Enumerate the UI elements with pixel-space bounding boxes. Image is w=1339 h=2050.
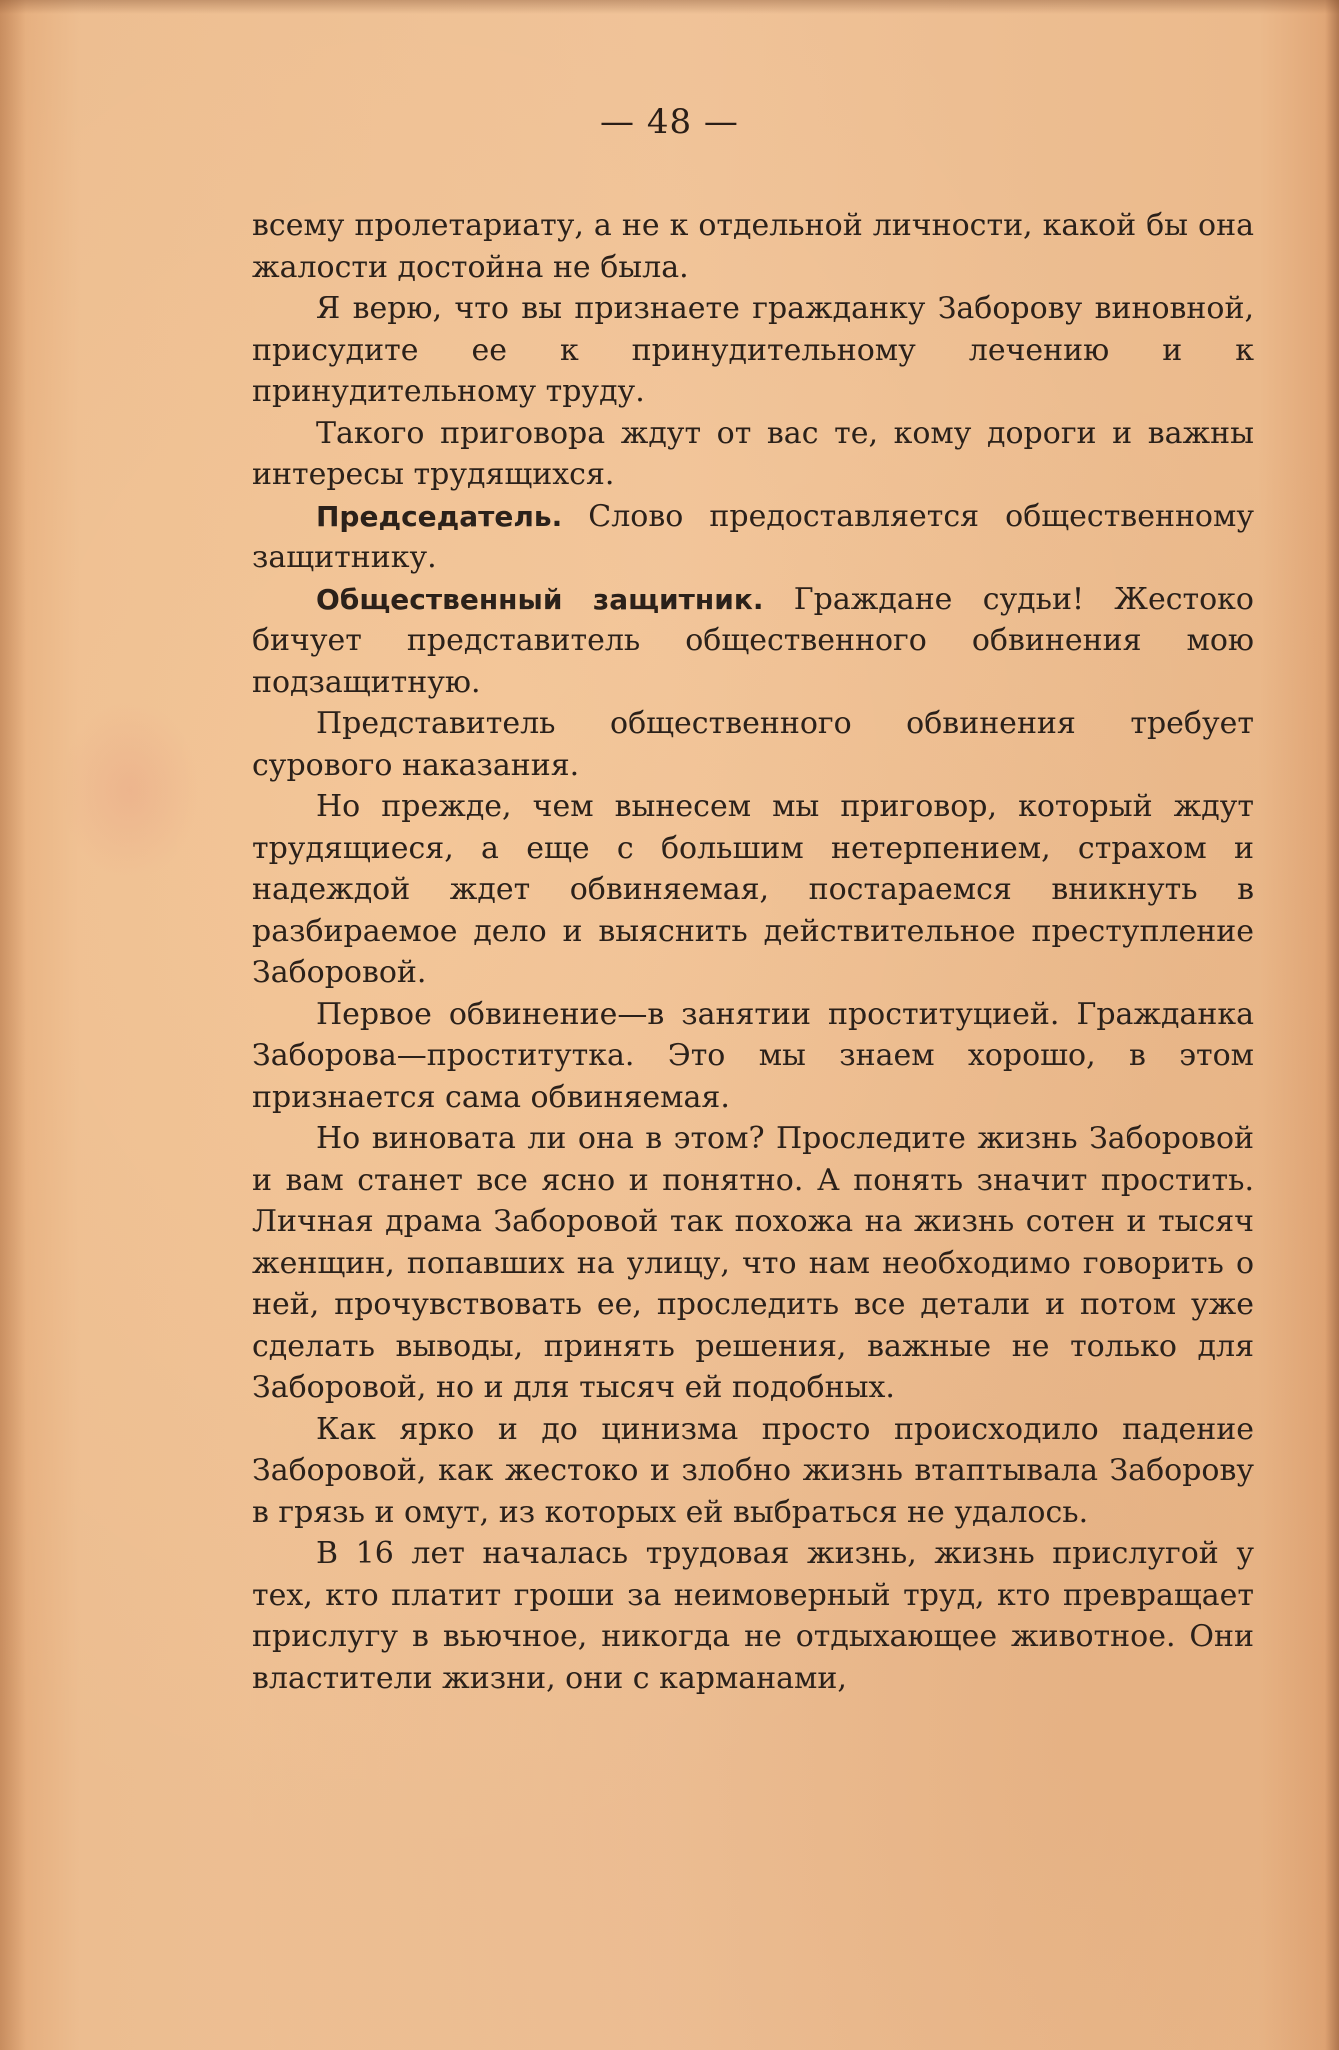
paragraph-text: Первое обвинение—в занятии проституцией. Гражданка Заборова—проститутка. Это мы знаем хорошо, в этом признается сама обвиняемая.	[252, 996, 1254, 1115]
paragraph	[252, 786, 1254, 994]
speaker-label: Председатель.	[316, 499, 563, 533]
paragraph	[252, 579, 1254, 704]
paper-stain	[60, 700, 200, 880]
paragraph-text: Но прежде, чем вынесем мы приговор, который ждут трудящиеся, а еще с большим нетерпением, страхом и надеждой ждет обвиняемая, постараемся вникнуть в разбираемое дело и выяснить действительное преступление Заборовой.	[252, 789, 1254, 990]
speaker-label: Общественный защитник.	[316, 582, 764, 616]
paragraph	[252, 994, 1254, 1119]
paragraph-text: Представитель общественного обвинения требует сурового наказания.	[252, 706, 1254, 783]
paragraph-text: Слово предоставляется общественному защитнику.	[252, 498, 1254, 575]
page-top-edge-shadow	[0, 0, 1339, 14]
paragraph-text: Такого приговора ждут от вас те, кому дороги и важны интересы трудящихся.	[252, 415, 1254, 492]
paragraph-text: Граждане судьи! Жестоко бичует представитель общественного обвинения мою подзащитную.	[252, 581, 1254, 700]
paragraph-text: Как ярко и до цинизма просто происходило падение Заборовой, как жестоко и злобно жизнь втаптывала Заборову в грязь и омут, из которых ей выбраться не удалось.	[252, 1411, 1254, 1530]
paragraph-text: всему пролетариату, а не к отдельной личности, какой бы она жалости достойна не была.	[252, 208, 1254, 285]
paragraph-text: В 16 лет началась трудовая жизнь, жизнь прислугой у тех, кто платит гроши за неимоверный труд, кто превращает прислугу в вьючное, никогда не отдыхающее животное. Они властители жизни, они с карманами,	[252, 1536, 1254, 1696]
page-left-edge-shadow	[0, 0, 26, 2050]
paragraph	[252, 703, 1254, 786]
paragraph-text: Но виновата ли она в этом? Проследите жизнь Заборовой и вам станет все ясно и понятно. А понять значит простить. Личная драма Заборовой так похожа на жизнь сотен и тысяч женщин, попавших на улицу, что нам необходимо говорить о ней, прочувствовать ее, проследить все детали и потом уже сделать выводы, принять решения, важные не только для Заборовой, но и для тысяч ей подобных.	[252, 1121, 1254, 1405]
page-right-edge-shadow	[1325, 0, 1339, 2050]
paragraph	[252, 1409, 1254, 1534]
paragraph-text: Я верю, что вы признаете гражданку Заборову виновной, присудите ее к принудительному лечению и к принудительному труду.	[252, 291, 1254, 409]
paragraph	[252, 1118, 1254, 1409]
page-number: — 48 —	[600, 102, 739, 142]
paragraph	[252, 205, 1254, 288]
body-text	[252, 205, 1254, 1699]
paragraph	[252, 413, 1254, 496]
paragraph	[252, 288, 1254, 413]
paragraph	[252, 496, 1254, 579]
paragraph	[252, 1533, 1254, 1699]
